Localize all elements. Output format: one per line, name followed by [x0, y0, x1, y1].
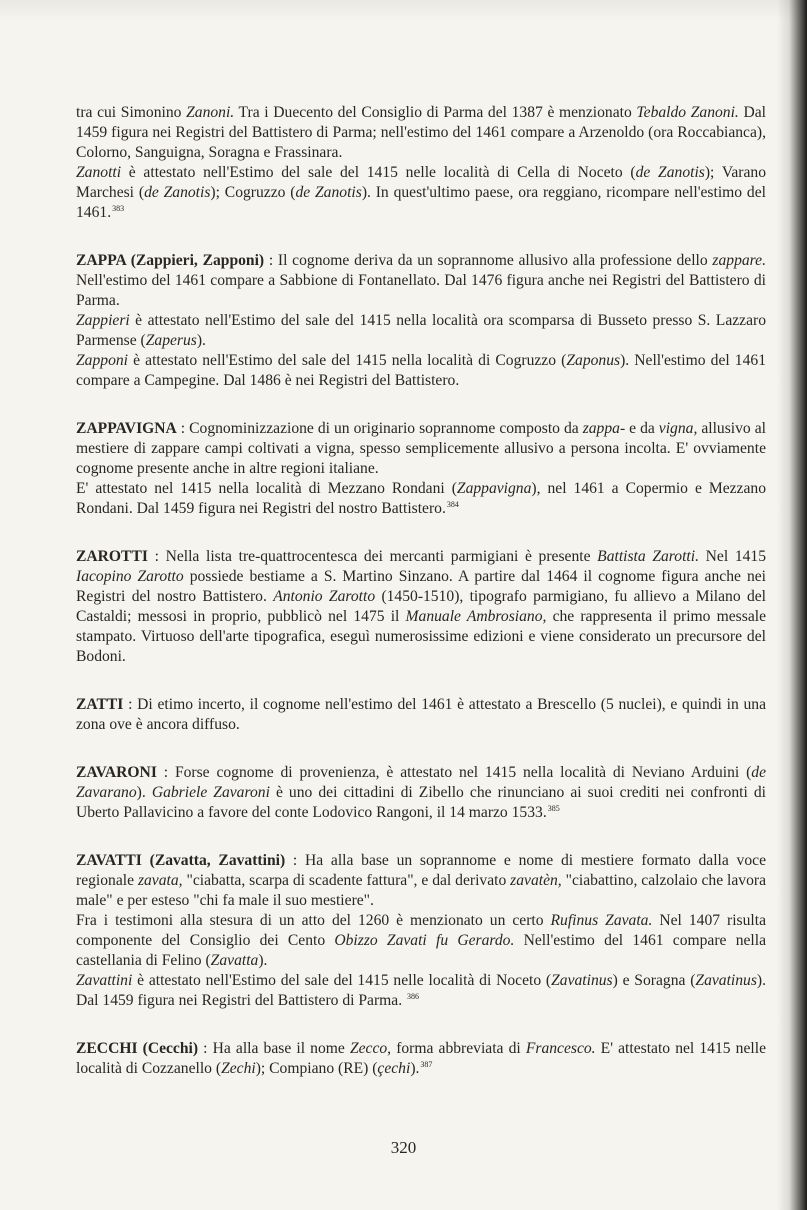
body-text: Nell'estimo del 1461 compare a Sabbione di Fontanellato. Dal 1476 figura anche nei Registri del Battistero di Parma.: [76, 272, 766, 309]
italic-text: Gabriele Zavaroni: [151, 784, 270, 801]
body-text: ).: [410, 1060, 420, 1077]
italic-text: de Zavarano: [76, 764, 766, 801]
body-text: "ciabatta, scarpa di scadente fattura", e dal derivato: [182, 872, 511, 889]
entry-headword: ZAPPA (Zappieri, Zapponi): [76, 252, 265, 269]
body-text: Tra i Duecento del Consiglio di Parma del 1387 è menzionato: [234, 104, 637, 121]
body-text: e da: [625, 420, 659, 437]
footnote-ref: 386: [407, 991, 419, 1001]
surname-entry: [76, 1039, 766, 1079]
body-text: ) e Soragna (: [612, 972, 696, 989]
italic-text: Zavatinus: [695, 972, 757, 989]
entry-paragraph: [76, 419, 766, 479]
body-text: ).: [196, 332, 206, 349]
italic-text: Zavatinus: [551, 972, 613, 989]
body-text: forma abbreviata di: [391, 1040, 526, 1057]
body-text: ); Compiano (RE) (: [255, 1060, 378, 1077]
body-text: Fra i testimoni alla stesura di un atto del 1260 è menzionato un certo: [76, 912, 551, 929]
entry-headword: ZAVARONI: [76, 764, 157, 781]
page-number: 320: [390, 1138, 417, 1157]
surname-entry: [76, 851, 766, 1011]
italic-text: Tebaldo Zanoni.: [636, 104, 739, 121]
body-text: ). In quest'ultimo paese, ora reggiano, ricompare nell'estimo del 1461.: [76, 184, 766, 221]
footnote-ref: 383: [112, 203, 125, 213]
italic-text: Zappavigna: [456, 480, 532, 497]
italic-text: Zaperus: [145, 332, 197, 349]
book-gutter-shadow: [777, 0, 807, 1210]
italic-text: de Zanotis: [635, 164, 705, 181]
italic-text: Zanoni.: [186, 104, 235, 121]
footnote-ref: 385: [547, 803, 560, 813]
italic-text: çechi: [377, 1060, 411, 1077]
body-text: Dal 1459 figura nei Registri del Battistero di Parma; nell'estimo del 1461 compare a Arzenoldo (ora Roccabianca), Colorno, Sanguigna, Soragna e Frassinara.: [76, 104, 766, 161]
italic-text: zappa-: [582, 420, 626, 437]
entry-headword: ZAVATTI (Zavatta, Zavattini): [76, 852, 286, 869]
body-text: che rappresenta il primo messale stampato. Virtuoso dell'arte tipografica, eseguì numerosissime edizioni e viene considerato un precursore del Bodoni.: [76, 608, 766, 665]
entry-paragraph: [76, 695, 766, 735]
body-text: ); Varano Marchesi (: [76, 164, 766, 201]
body-text: tra cui Simonino: [76, 104, 187, 121]
surname-entry: [76, 763, 766, 823]
body-text: è uno dei cittadini di Zibello che rinunciano ai suoi crediti nei confronti di Uberto Pallavicino a favore del conte Lodovico Rangoni, il 14 marzo 1533.: [76, 784, 766, 821]
body-text: è attestato nell'Estimo del sale del 1415 nelle località di Noceto (: [132, 972, 552, 989]
italic-text: de Zanotis: [295, 184, 362, 201]
entry-headword: ZECCHI (Cecchi): [76, 1040, 199, 1057]
body-text: : Cognominizzazione di un originario soprannome composto da: [176, 420, 583, 437]
italic-text: Zanotti: [76, 164, 122, 181]
italic-text: zappare.: [712, 252, 766, 269]
body-text: : Il cognome deriva da un soprannome allusivo alla professione dello: [264, 252, 713, 269]
italic-text: zavata,: [137, 872, 183, 889]
italic-text: Zechi: [221, 1060, 256, 1077]
body-text: E' attestato nel 1415 nella località di Mezzano Rondani (: [76, 480, 457, 497]
entry-paragraph: [76, 1039, 766, 1079]
italic-text: zavatèn,: [510, 872, 562, 889]
surname-entry: [76, 103, 766, 223]
body-text: allusivo al mestiere di zappare campi coltivati a vigna, spesso semplicemente allusivo a persona incolta. E' ovviamente cognome presente anche in altre regioni italiane.: [76, 420, 766, 477]
italic-text: vigna,: [658, 420, 698, 437]
italic-text: Zecco,: [349, 1040, 392, 1057]
surname-entry: [76, 419, 766, 519]
entry-headword: ZAROTTI: [76, 548, 148, 565]
italic-text: Zappieri: [76, 312, 130, 329]
italic-text: Iacopino Zarotto: [76, 568, 184, 585]
body-text: : Forse cognome di provenienza, è attestato nel 1415 nella località di Neviano Arduini (: [156, 764, 752, 781]
body-text: ), nel 1461 a Copermio e Mezzano Rondani. Dal 1459 figura nei Registri del nostro Battistero.: [76, 480, 766, 517]
body-text: E' attestato nel 1415 nelle località di Cozzanello (: [76, 1040, 766, 1077]
entry-paragraph: [76, 763, 766, 823]
italic-text: Manuale Ambrosiano,: [405, 608, 547, 625]
top-shadow: [0, 0, 807, 20]
italic-text: Zavatta: [210, 952, 259, 969]
body-text: ). Nell'estimo del 1461 compare a Campegine. Dal 1486 è nei Registri del Battistero.: [76, 352, 766, 389]
body-text: Nell'estimo del 1461 compare nella castellania di Felino (: [76, 932, 766, 969]
italic-text: Rufinus Zavata.: [550, 912, 653, 929]
entry-paragraph: [76, 103, 766, 163]
body-text: è attestato nell'Estimo del sale del 1415 nella località di Cogruzzo (: [128, 352, 567, 369]
entry-headword: ZAPPAVIGNA: [76, 420, 177, 437]
entry-paragraph: [76, 547, 766, 667]
body-text: è attestato nell'Estimo del sale del 1415 nella località ora scomparsa di Busseto presso S. Lazzaro Parmense (: [76, 312, 766, 349]
italic-text: Zapponi: [76, 352, 128, 369]
italic-text: de Zanotis: [144, 184, 211, 201]
body-text: ).: [258, 952, 268, 969]
body-text: Nel 1415: [699, 548, 767, 565]
body-text: "ciabattino, calzolaio che lavora male" e per esteso "chi fa male il suo mestiere".: [76, 872, 766, 909]
body-text: è attestato nell'Estimo del sale del 1415 nelle località di Cella di Noceto (: [121, 164, 636, 181]
body-text: : Di etimo incerto, il cognome nell'estimo del 1461 è attestato a Brescello (5 nuclei), e quindi in una zona ove è ancora diffuso.: [76, 696, 766, 733]
italic-text: Antonio Zarotto: [273, 588, 376, 605]
page-body: [76, 103, 766, 1107]
footnote-ref: 387: [420, 1059, 433, 1069]
body-text: ); Cogruzzo (: [210, 184, 296, 201]
body-text: : Ha alla base il nome: [198, 1040, 350, 1057]
body-text: (1450-1510), tipografo parmigiano, fu allievo a Milano del Castaldi; messosi in proprio, pubblicò nel 1475 il: [76, 588, 766, 625]
entry-paragraph: [76, 971, 766, 1011]
body-text: : Nella lista tre-quattrocentesca dei mercanti parmigiani è presente: [147, 548, 598, 565]
entry-paragraph: [76, 251, 766, 311]
body-text: ). Dal 1459 figura nei Registri del Battistero di Parma.: [76, 972, 766, 1009]
italic-text: Obizzo Zavati fu Gerardo.: [334, 932, 515, 949]
entry-paragraph: [76, 163, 766, 223]
italic-text: Zavattini: [76, 972, 133, 989]
entry-paragraph: [76, 311, 766, 351]
entry-paragraph: [76, 911, 766, 971]
surname-entry: [76, 251, 766, 391]
body-text: possiede bestiame a S. Martino Sinzano. A partire dal 1464 il cognome figura anche nei Registri del nostro Battistero.: [76, 568, 766, 605]
footnote-ref: 384: [446, 499, 459, 509]
body-text: ).: [136, 784, 152, 801]
italic-text: Zaponus: [566, 352, 621, 369]
surname-entry: [76, 695, 766, 735]
entry-paragraph: [76, 851, 766, 911]
entry-headword: ZATTI: [76, 696, 124, 713]
entry-paragraph: [76, 479, 766, 519]
italic-text: Battista Zarotti.: [597, 548, 699, 565]
body-text: : Ha alla base un soprannome e nome di mestiere formato dalla voce regionale: [76, 852, 766, 889]
surname-entry: [76, 547, 766, 667]
body-text: Nel 1407 risulta componente del Consiglio dei Cento: [76, 912, 767, 949]
entry-paragraph: [76, 351, 766, 391]
italic-text: Francesco.: [525, 1040, 596, 1057]
